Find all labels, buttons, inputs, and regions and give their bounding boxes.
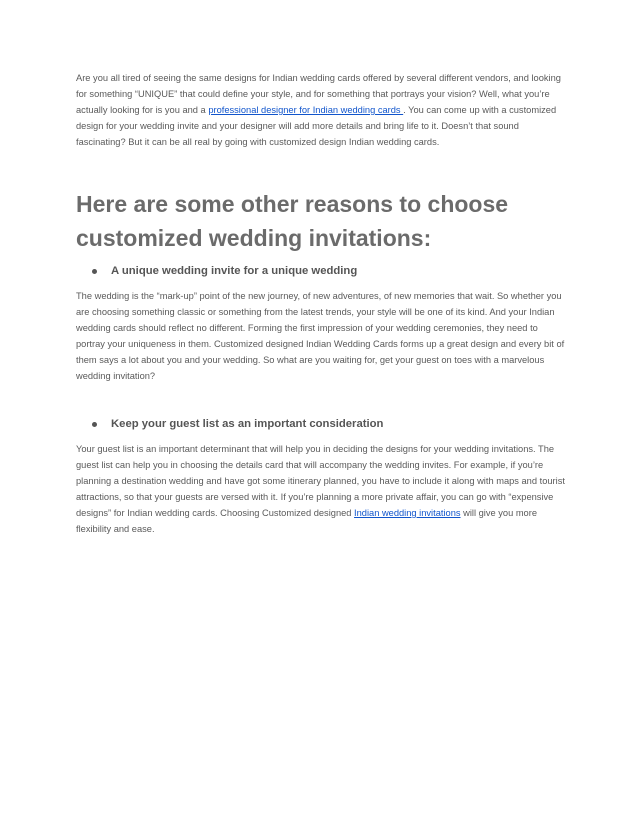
bullet-dot-icon — [92, 269, 97, 274]
indian-wedding-invitations-link[interactable]: Indian wedding invitations — [354, 508, 461, 518]
bullet-dot-icon — [92, 422, 97, 427]
professional-designer-link[interactable]: professional designer for Indian wedding cards — [208, 105, 404, 115]
section-heading: Here are some other reasons to choose customized wedding invitations: — [76, 191, 509, 251]
unique-invite-paragraph: The wedding is the “mark-up” point of the new journey, of new adventures, of new memories that wait. So whether you are choosing something classic or something from the latest trends, your style will be one of its kind. And your Indian wedding cards should reflect no different. Forming the first impression of your wedding ceremonies, they need to portray your uniqueness in them. Customized designed Indian Wedding Cards forms up a great design and every bit of them says a lot about you and your wedding. So what are you waiting for, get your guest on toes with a marvelous wedding invitation? — [76, 291, 565, 381]
document-page — [76, 70, 568, 537]
bullet-item-guest-list — [92, 415, 568, 433]
intro-paragraph — [76, 70, 568, 150]
bullet-item-unique-invite — [92, 262, 568, 280]
guest-list-text-after-link: will give you more flexibility and ease. — [76, 508, 537, 534]
guest-list-paragraph — [76, 441, 568, 537]
intro-text-before-link: Are you all tired of seeing the same designs for Indian wedding cards offered by several different vendors, and looking for something “UNIQUE” that could define your style, and for something that portrays your vision? Well, what you’re actually looking for is you and a — [76, 73, 561, 115]
guest-list-text-before-link: Your guest list is an important determinant that will help you in deciding the designs for your wedding invitations. The guest list can help you in choosing the details card that will accompany the wedding invites. For example, if you’re planning a destination wedding and have got some itinerary planned, you have to include it along with maps and tourist attractions, so that your guests are versed with it. If you’re planning a more private affair, you can go with “expensive designs” for Indian wedding cards. Choosing Customized designed — [76, 444, 565, 518]
intro-text-after-link: . You can come up with a customized design for your wedding invite and your designer will add more details and bring life to it. Doesn’t that sound fascinating? But it can be all real by going with customized design Indian wedding cards. — [76, 105, 557, 147]
bullet-heading: A unique wedding invite for a unique wedding — [111, 265, 358, 277]
bullet-heading: Keep your guest list as an important consideration — [111, 418, 384, 430]
